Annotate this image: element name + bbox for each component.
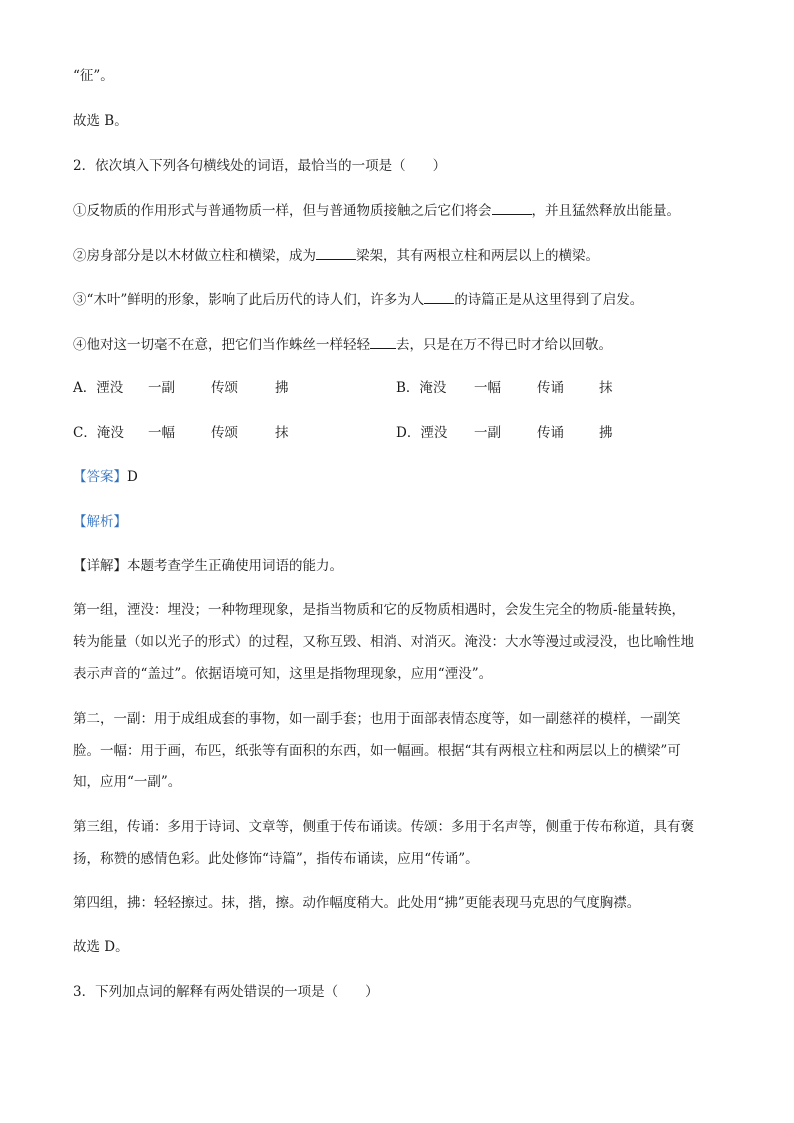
answer-value: D bbox=[127, 469, 138, 485]
option-b-w3: 传诵 bbox=[537, 380, 564, 396]
option-b-w2: 一幅 bbox=[474, 380, 501, 396]
sentence-4: ④他对这一切毫不在意，把它们当作蛛丝一样轻轻 去，只是在万不得已时才给以回敬。 bbox=[73, 334, 612, 355]
blank-line bbox=[316, 245, 356, 260]
question-2-stem: 2．依次填入下列各句横线处的词语，最恰当的一项是（ ） bbox=[73, 158, 447, 174]
option-d-w2: 一副 bbox=[474, 425, 501, 441]
option-c-w1: C．淹没 bbox=[73, 425, 124, 441]
question-3-stem: 3．下列加点词的解释有两处错误的一项是（ ） bbox=[73, 984, 379, 1000]
paragraph-3-line: 扬，称赞的感情色彩。此处修饰“诗篇”，指传布诵读，应用“传诵”。 bbox=[73, 851, 479, 867]
option-a-w1: A．湮没 bbox=[73, 380, 124, 396]
answer-tag: 【答案】 bbox=[73, 469, 127, 485]
blank-line bbox=[370, 334, 396, 349]
analysis-tag: 【解析】 bbox=[73, 514, 127, 530]
text-line: 故选 D。 bbox=[73, 939, 129, 955]
paragraph-3-line: 第三组，传诵：多用于诗词、文章等，侧重于传布诵读。传颂：多用于名声等，侧重于传布称道，具有褒 bbox=[73, 819, 694, 835]
sentence-1: ①反物质的作用形式与普通物质一样，但与普通物质接触之后它们将会 ，并且猛然释放出能量。 bbox=[73, 200, 680, 221]
option-d-w1: D．湮没 bbox=[396, 425, 448, 441]
text-line: “征”。 bbox=[73, 68, 114, 84]
option-c-w4: 抹 bbox=[275, 425, 289, 441]
paragraph-2-line: 脸。一幅：用于画，布匹，纸张等有面积的东西，如一幅画。根据“其有两根立柱和两层以上的横梁”可 bbox=[73, 743, 681, 759]
paragraph-4-line: 第四组，拂：轻轻擦过。抹，揩，擦。动作幅度稍大。此处用“拂”更能表现马克思的气度胸襟。 bbox=[73, 895, 641, 911]
blank-line bbox=[424, 289, 454, 304]
option-c-w3: 传颂 bbox=[211, 425, 238, 441]
analysis-heading bbox=[73, 512, 127, 532]
detail-tag: 【详解】 bbox=[73, 558, 127, 574]
paragraph-1-line: 转为能量（如以光子的形式）的过程，又称互毁、相消、对消灭。淹没：大水等漫过或浸没，也比喻性地 bbox=[73, 634, 694, 650]
answer-line bbox=[73, 467, 138, 487]
paragraph-2-line: 第二，一副：用于成组成套的事物，如一副手套；也用于面部表情态度等，如一副慈祥的模样，一副笑 bbox=[73, 711, 681, 727]
text-line: 故选 B。 bbox=[73, 113, 128, 129]
option-d-w3: 传诵 bbox=[537, 425, 564, 441]
option-b-w1: B．淹没 bbox=[396, 380, 447, 396]
option-d-w4: 拂 bbox=[599, 425, 613, 441]
blank-line bbox=[492, 200, 532, 215]
paragraph-1-line: 第一组，湮没：埋没；一种物理现象，是指当物质和它的反物质相遇时，会发生完全的物质-能量转换， bbox=[73, 602, 686, 618]
detail-line: 【详解】本题考查学生正确使用词语的能力。 bbox=[73, 558, 343, 574]
option-b-w4: 抹 bbox=[599, 380, 613, 396]
option-c-w2: 一幅 bbox=[148, 425, 175, 441]
paragraph-2-line: 知，应用“一副”。 bbox=[73, 774, 182, 790]
sentence-2: ②房身部分是以木材做立柱和横梁，成为 梁架，其有两根立柱和两层以上的横梁。 bbox=[73, 245, 599, 266]
paragraph-1-line: 表示声音的“盖过”。依据语境可知，这里是指物理现象，应用“湮没”。 bbox=[73, 666, 493, 682]
sentence-3: ③“木叶”鲜明的形象，影响了此后历代的诗人们，许多为人 的诗篇正是从这里得到了启发。 bbox=[73, 289, 643, 310]
option-a-w2: 一副 bbox=[148, 380, 175, 396]
option-a-w3: 传颂 bbox=[211, 380, 238, 396]
option-a-w4: 拂 bbox=[275, 380, 289, 396]
